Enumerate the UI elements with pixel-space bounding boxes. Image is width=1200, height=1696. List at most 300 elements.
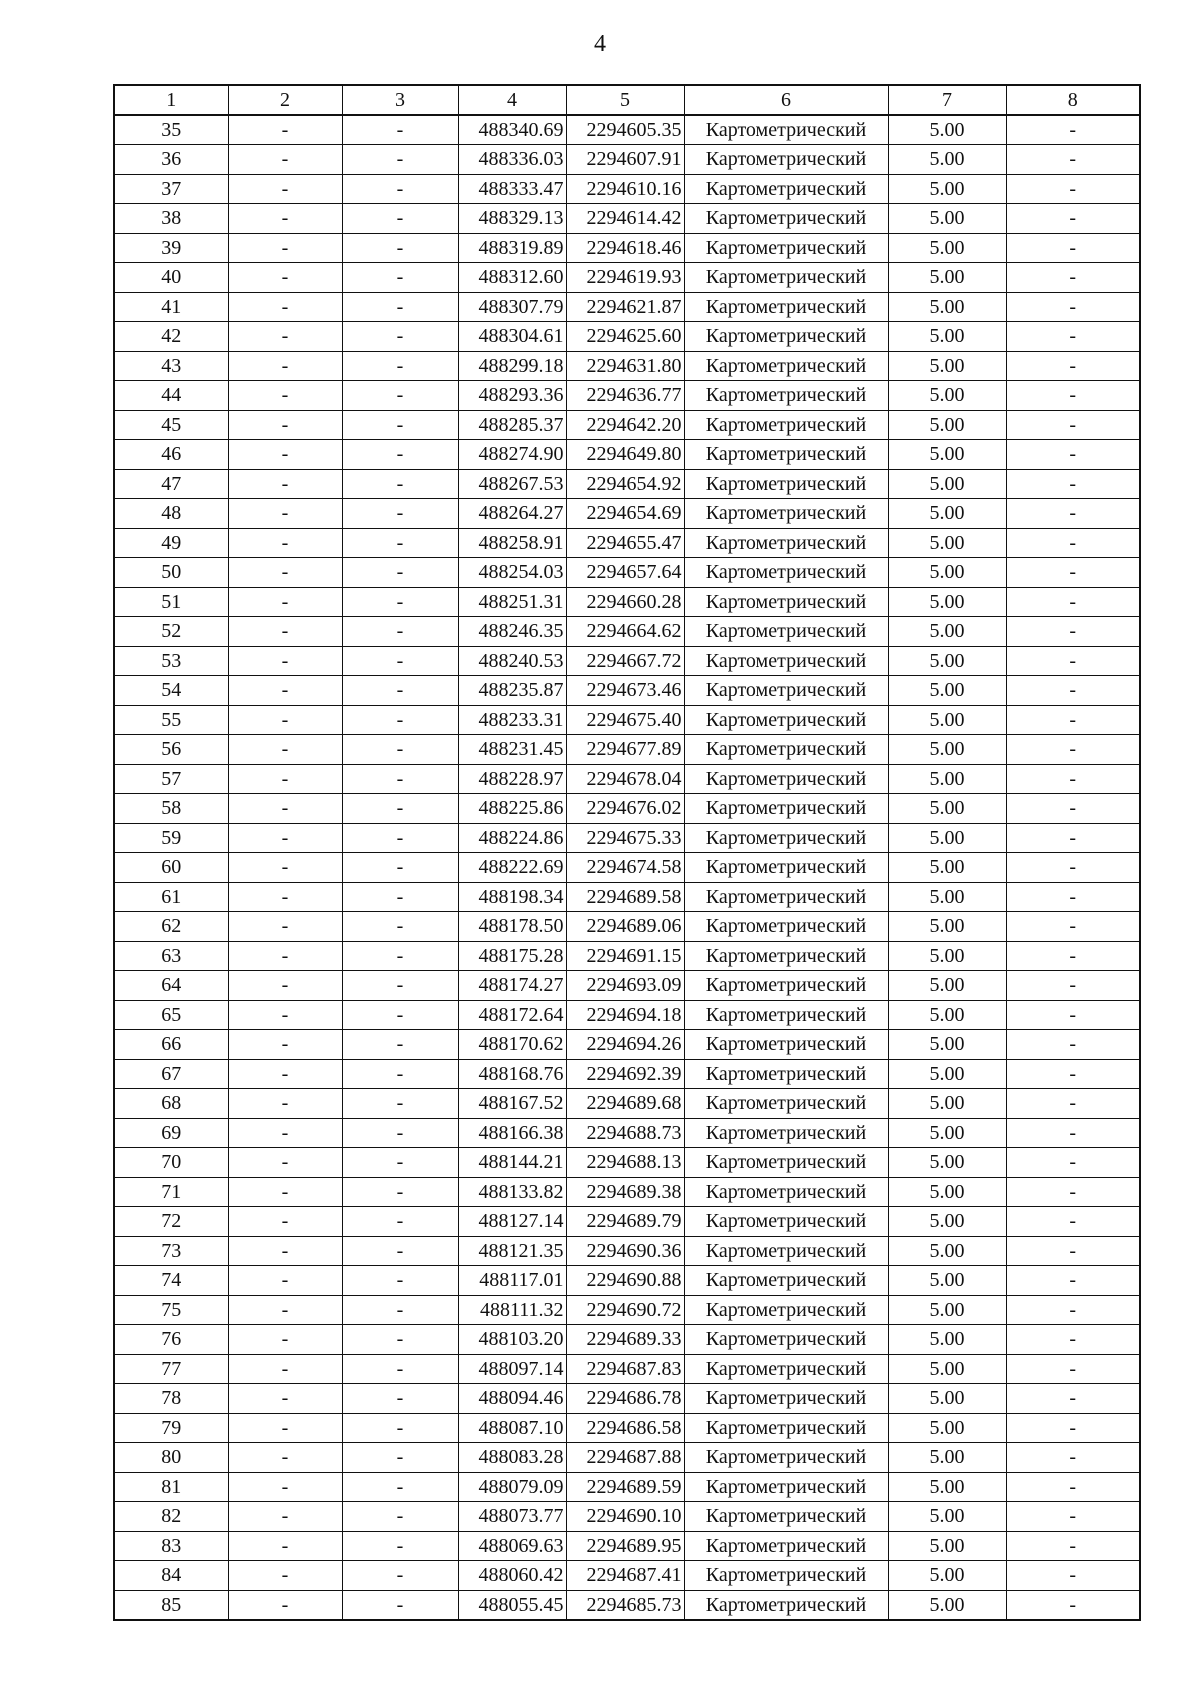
table-row	[114, 1325, 1140, 1355]
column-2-cell: -	[228, 204, 342, 234]
table-row	[114, 263, 1140, 293]
column-8-cell: -	[1006, 410, 1140, 440]
point-number-cell: 54	[114, 676, 228, 706]
column-8-cell: -	[1006, 1531, 1140, 1561]
column-8-cell: -	[1006, 499, 1140, 529]
method-cell: Картометрический	[684, 735, 888, 765]
method-cell: Картометрический	[684, 617, 888, 647]
table-row	[114, 351, 1140, 381]
point-number-cell: 50	[114, 558, 228, 588]
column-2-cell: -	[228, 499, 342, 529]
point-number-cell: 81	[114, 1472, 228, 1502]
column-3-cell: -	[342, 1472, 458, 1502]
point-number-cell: 84	[114, 1561, 228, 1591]
method-cell: Картометрический	[684, 1561, 888, 1591]
column-3-cell: -	[342, 233, 458, 263]
x-coordinate-cell: 488333.47	[458, 174, 566, 204]
column-header: 7	[888, 85, 1006, 115]
table-row	[114, 617, 1140, 647]
column-2-cell: -	[228, 145, 342, 175]
column-8-cell: -	[1006, 1590, 1140, 1620]
x-coordinate-cell: 488117.01	[458, 1266, 566, 1296]
column-2-cell: -	[228, 764, 342, 794]
table-row	[114, 1207, 1140, 1237]
column-header: 8	[1006, 85, 1140, 115]
table-row	[114, 1266, 1140, 1296]
column-2-cell: -	[228, 351, 342, 381]
x-coordinate-cell: 488170.62	[458, 1030, 566, 1060]
x-coordinate-cell: 488069.63	[458, 1531, 566, 1561]
x-coordinate-cell: 488340.69	[458, 115, 566, 145]
column-3-cell: -	[342, 587, 458, 617]
x-coordinate-cell: 488233.31	[458, 705, 566, 735]
x-coordinate-cell: 488319.89	[458, 233, 566, 263]
point-number-cell: 78	[114, 1384, 228, 1414]
point-number-cell: 76	[114, 1325, 228, 1355]
column-2-cell: -	[228, 823, 342, 853]
point-number-cell: 58	[114, 794, 228, 824]
point-number-cell: 46	[114, 440, 228, 470]
column-2-cell: -	[228, 1590, 342, 1620]
column-8-cell: -	[1006, 794, 1140, 824]
x-coordinate-cell: 488168.76	[458, 1059, 566, 1089]
accuracy-cell: 5.00	[888, 1207, 1006, 1237]
table-row	[114, 145, 1140, 175]
x-coordinate-cell: 488167.52	[458, 1089, 566, 1119]
method-cell: Картометрический	[684, 941, 888, 971]
column-2-cell: -	[228, 646, 342, 676]
accuracy-cell: 5.00	[888, 1502, 1006, 1532]
y-coordinate-cell: 2294678.04	[566, 764, 684, 794]
point-number-cell: 45	[114, 410, 228, 440]
method-cell: Картометрический	[684, 410, 888, 440]
method-cell: Картометрический	[684, 381, 888, 411]
y-coordinate-cell: 2294689.58	[566, 882, 684, 912]
x-coordinate-cell: 488246.35	[458, 617, 566, 647]
y-coordinate-cell: 2294654.69	[566, 499, 684, 529]
method-cell: Картометрический	[684, 1413, 888, 1443]
table-row	[114, 735, 1140, 765]
x-coordinate-cell: 488127.14	[458, 1207, 566, 1237]
point-number-cell: 71	[114, 1177, 228, 1207]
y-coordinate-cell: 2294618.46	[566, 233, 684, 263]
method-cell: Картометрический	[684, 1443, 888, 1473]
point-number-cell: 83	[114, 1531, 228, 1561]
y-coordinate-cell: 2294614.42	[566, 204, 684, 234]
y-coordinate-cell: 2294689.38	[566, 1177, 684, 1207]
column-8-cell: -	[1006, 1059, 1140, 1089]
column-2-cell: -	[228, 853, 342, 883]
point-number-cell: 77	[114, 1354, 228, 1384]
column-2-cell: -	[228, 1502, 342, 1532]
column-3-cell: -	[342, 499, 458, 529]
column-2-cell: -	[228, 1443, 342, 1473]
method-cell: Картометрический	[684, 1207, 888, 1237]
method-cell: Картометрический	[684, 676, 888, 706]
y-coordinate-cell: 2294625.60	[566, 322, 684, 352]
column-3-cell: -	[342, 794, 458, 824]
y-coordinate-cell: 2294686.58	[566, 1413, 684, 1443]
point-number-cell: 47	[114, 469, 228, 499]
column-2-cell: -	[228, 1030, 342, 1060]
point-number-cell: 52	[114, 617, 228, 647]
accuracy-cell: 5.00	[888, 469, 1006, 499]
column-3-cell: -	[342, 1354, 458, 1384]
accuracy-cell: 5.00	[888, 941, 1006, 971]
x-coordinate-cell: 488264.27	[458, 499, 566, 529]
column-3-cell: -	[342, 1561, 458, 1591]
y-coordinate-cell: 2294621.87	[566, 292, 684, 322]
point-number-cell: 41	[114, 292, 228, 322]
point-number-cell: 35	[114, 115, 228, 145]
accuracy-cell: 5.00	[888, 440, 1006, 470]
column-2-cell: -	[228, 676, 342, 706]
column-8-cell: -	[1006, 204, 1140, 234]
x-coordinate-cell: 488304.61	[458, 322, 566, 352]
column-8-cell: -	[1006, 735, 1140, 765]
x-coordinate-cell: 488231.45	[458, 735, 566, 765]
accuracy-cell: 5.00	[888, 1089, 1006, 1119]
x-coordinate-cell: 488293.36	[458, 381, 566, 411]
x-coordinate-cell: 488094.46	[458, 1384, 566, 1414]
column-8-cell: -	[1006, 617, 1140, 647]
table-row	[114, 1177, 1140, 1207]
x-coordinate-cell: 488267.53	[458, 469, 566, 499]
column-2-cell: -	[228, 1148, 342, 1178]
method-cell: Картометрический	[684, 145, 888, 175]
column-2-cell: -	[228, 381, 342, 411]
column-3-cell: -	[342, 882, 458, 912]
column-3-cell: -	[342, 469, 458, 499]
x-coordinate-cell: 488274.90	[458, 440, 566, 470]
column-8-cell: -	[1006, 1561, 1140, 1591]
method-cell: Картометрический	[684, 1030, 888, 1060]
method-cell: Картометрический	[684, 882, 888, 912]
table-row	[114, 1354, 1140, 1384]
method-cell: Картометрический	[684, 587, 888, 617]
page-number: 4	[594, 31, 606, 57]
x-coordinate-cell: 488111.32	[458, 1295, 566, 1325]
y-coordinate-cell: 2294676.02	[566, 794, 684, 824]
point-number-cell: 73	[114, 1236, 228, 1266]
x-coordinate-cell: 488235.87	[458, 676, 566, 706]
column-8-cell: -	[1006, 853, 1140, 883]
point-number-cell: 39	[114, 233, 228, 263]
y-coordinate-cell: 2294694.26	[566, 1030, 684, 1060]
accuracy-cell: 5.00	[888, 558, 1006, 588]
coordinates-table	[113, 84, 1141, 1621]
table-row	[114, 1590, 1140, 1620]
x-coordinate-cell: 488133.82	[458, 1177, 566, 1207]
point-number-cell: 44	[114, 381, 228, 411]
column-8-cell: -	[1006, 676, 1140, 706]
y-coordinate-cell: 2294685.73	[566, 1590, 684, 1620]
table-row	[114, 971, 1140, 1001]
column-8-cell: -	[1006, 1030, 1140, 1060]
column-3-cell: -	[342, 646, 458, 676]
column-3-cell: -	[342, 1089, 458, 1119]
x-coordinate-cell: 488097.14	[458, 1354, 566, 1384]
method-cell: Картометрический	[684, 1502, 888, 1532]
x-coordinate-cell: 488299.18	[458, 351, 566, 381]
method-cell: Картометрический	[684, 1325, 888, 1355]
column-8-cell: -	[1006, 1148, 1140, 1178]
x-coordinate-cell: 488240.53	[458, 646, 566, 676]
x-coordinate-cell: 488087.10	[458, 1413, 566, 1443]
column-2-cell: -	[228, 941, 342, 971]
point-number-cell: 59	[114, 823, 228, 853]
table-row	[114, 1531, 1140, 1561]
column-8-cell: -	[1006, 1354, 1140, 1384]
table-row	[114, 204, 1140, 234]
x-coordinate-cell: 488073.77	[458, 1502, 566, 1532]
column-3-cell: -	[342, 1502, 458, 1532]
column-2-cell: -	[228, 971, 342, 1001]
column-3-cell: -	[342, 145, 458, 175]
accuracy-cell: 5.00	[888, 1384, 1006, 1414]
table-row	[114, 1295, 1140, 1325]
column-8-cell: -	[1006, 351, 1140, 381]
accuracy-cell: 5.00	[888, 912, 1006, 942]
column-header: 1	[114, 85, 228, 115]
point-number-cell: 66	[114, 1030, 228, 1060]
accuracy-cell: 5.00	[888, 1236, 1006, 1266]
y-coordinate-cell: 2294686.78	[566, 1384, 684, 1414]
column-8-cell: -	[1006, 1118, 1140, 1148]
method-cell: Картометрический	[684, 499, 888, 529]
column-header: 3	[342, 85, 458, 115]
method-cell: Картометрический	[684, 912, 888, 942]
point-number-cell: 61	[114, 882, 228, 912]
method-cell: Картометрический	[684, 1590, 888, 1620]
table-row	[114, 558, 1140, 588]
point-number-cell: 70	[114, 1148, 228, 1178]
y-coordinate-cell: 2294654.92	[566, 469, 684, 499]
column-2-cell: -	[228, 528, 342, 558]
table-header-row	[114, 85, 1140, 115]
accuracy-cell: 5.00	[888, 1000, 1006, 1030]
y-coordinate-cell: 2294655.47	[566, 528, 684, 558]
accuracy-cell: 5.00	[888, 1266, 1006, 1296]
y-coordinate-cell: 2294690.88	[566, 1266, 684, 1296]
method-cell: Картометрический	[684, 853, 888, 883]
method-cell: Картометрический	[684, 646, 888, 676]
accuracy-cell: 5.00	[888, 351, 1006, 381]
x-coordinate-cell: 488222.69	[458, 853, 566, 883]
column-header: 2	[228, 85, 342, 115]
method-cell: Картометрический	[684, 823, 888, 853]
method-cell: Картометрический	[684, 971, 888, 1001]
accuracy-cell: 5.00	[888, 617, 1006, 647]
column-8-cell: -	[1006, 1384, 1140, 1414]
column-3-cell: -	[342, 1030, 458, 1060]
column-8-cell: -	[1006, 1000, 1140, 1030]
method-cell: Картометрический	[684, 558, 888, 588]
accuracy-cell: 5.00	[888, 1177, 1006, 1207]
method-cell: Картометрический	[684, 292, 888, 322]
method-cell: Картометрический	[684, 1236, 888, 1266]
point-number-cell: 36	[114, 145, 228, 175]
column-2-cell: -	[228, 882, 342, 912]
method-cell: Картометрический	[684, 1089, 888, 1119]
column-8-cell: -	[1006, 469, 1140, 499]
column-2-cell: -	[228, 1089, 342, 1119]
point-number-cell: 37	[114, 174, 228, 204]
column-8-cell: -	[1006, 823, 1140, 853]
y-coordinate-cell: 2294631.80	[566, 351, 684, 381]
column-8-cell: -	[1006, 1295, 1140, 1325]
x-coordinate-cell: 488079.09	[458, 1472, 566, 1502]
y-coordinate-cell: 2294688.73	[566, 1118, 684, 1148]
y-coordinate-cell: 2294694.18	[566, 1000, 684, 1030]
y-coordinate-cell: 2294692.39	[566, 1059, 684, 1089]
y-coordinate-cell: 2294636.77	[566, 381, 684, 411]
x-coordinate-cell: 488224.86	[458, 823, 566, 853]
column-2-cell: -	[228, 1354, 342, 1384]
method-cell: Картометрический	[684, 1531, 888, 1561]
column-8-cell: -	[1006, 941, 1140, 971]
y-coordinate-cell: 2294693.09	[566, 971, 684, 1001]
method-cell: Картометрический	[684, 1148, 888, 1178]
method-cell: Картометрический	[684, 764, 888, 794]
point-number-cell: 80	[114, 1443, 228, 1473]
x-coordinate-cell: 488307.79	[458, 292, 566, 322]
accuracy-cell: 5.00	[888, 528, 1006, 558]
accuracy-cell: 5.00	[888, 263, 1006, 293]
column-8-cell: -	[1006, 263, 1140, 293]
table-row	[114, 1472, 1140, 1502]
table-row	[114, 1118, 1140, 1148]
column-3-cell: -	[342, 1413, 458, 1443]
column-2-cell: -	[228, 322, 342, 352]
method-cell: Картометрический	[684, 794, 888, 824]
column-3-cell: -	[342, 617, 458, 647]
accuracy-cell: 5.00	[888, 322, 1006, 352]
column-8-cell: -	[1006, 646, 1140, 676]
column-8-cell: -	[1006, 1177, 1140, 1207]
column-header: 4	[458, 85, 566, 115]
table-row	[114, 1030, 1140, 1060]
column-3-cell: -	[342, 941, 458, 971]
y-coordinate-cell: 2294673.46	[566, 676, 684, 706]
table-row	[114, 1148, 1140, 1178]
column-8-cell: -	[1006, 1089, 1140, 1119]
column-8-cell: -	[1006, 440, 1140, 470]
column-2-cell: -	[228, 469, 342, 499]
column-8-cell: -	[1006, 1325, 1140, 1355]
y-coordinate-cell: 2294675.40	[566, 705, 684, 735]
accuracy-cell: 5.00	[888, 1295, 1006, 1325]
column-2-cell: -	[228, 292, 342, 322]
accuracy-cell: 5.00	[888, 410, 1006, 440]
y-coordinate-cell: 2294689.79	[566, 1207, 684, 1237]
column-3-cell: -	[342, 853, 458, 883]
column-2-cell: -	[228, 174, 342, 204]
point-number-cell: 85	[114, 1590, 228, 1620]
column-3-cell: -	[342, 1000, 458, 1030]
column-3-cell: -	[342, 322, 458, 352]
table-row	[114, 646, 1140, 676]
column-8-cell: -	[1006, 145, 1140, 175]
column-2-cell: -	[228, 233, 342, 263]
accuracy-cell: 5.00	[888, 1590, 1006, 1620]
y-coordinate-cell: 2294689.06	[566, 912, 684, 942]
table-row	[114, 1413, 1140, 1443]
y-coordinate-cell: 2294691.15	[566, 941, 684, 971]
table-row	[114, 794, 1140, 824]
method-cell: Картометрический	[684, 351, 888, 381]
column-8-cell: -	[1006, 528, 1140, 558]
column-3-cell: -	[342, 381, 458, 411]
column-3-cell: -	[342, 558, 458, 588]
column-3-cell: -	[342, 971, 458, 1001]
table-row	[114, 292, 1140, 322]
x-coordinate-cell: 488228.97	[458, 764, 566, 794]
x-coordinate-cell: 488172.64	[458, 1000, 566, 1030]
accuracy-cell: 5.00	[888, 381, 1006, 411]
accuracy-cell: 5.00	[888, 853, 1006, 883]
point-number-cell: 43	[114, 351, 228, 381]
point-number-cell: 40	[114, 263, 228, 293]
column-3-cell: -	[342, 528, 458, 558]
column-3-cell: -	[342, 115, 458, 145]
column-3-cell: -	[342, 1531, 458, 1561]
column-8-cell: -	[1006, 1413, 1140, 1443]
column-8-cell: -	[1006, 587, 1140, 617]
point-number-cell: 63	[114, 941, 228, 971]
y-coordinate-cell: 2294664.62	[566, 617, 684, 647]
table-row	[114, 322, 1140, 352]
table-row	[114, 440, 1140, 470]
accuracy-cell: 5.00	[888, 1148, 1006, 1178]
column-2-cell: -	[228, 263, 342, 293]
method-cell: Картометрический	[684, 1295, 888, 1325]
point-number-cell: 56	[114, 735, 228, 765]
y-coordinate-cell: 2294688.13	[566, 1148, 684, 1178]
column-2-cell: -	[228, 1236, 342, 1266]
column-3-cell: -	[342, 263, 458, 293]
table-row	[114, 115, 1140, 145]
table-row	[114, 941, 1140, 971]
column-2-cell: -	[228, 794, 342, 824]
accuracy-cell: 5.00	[888, 764, 1006, 794]
column-8-cell: -	[1006, 115, 1140, 145]
y-coordinate-cell: 2294642.20	[566, 410, 684, 440]
method-cell: Картометрический	[684, 233, 888, 263]
table-row	[114, 912, 1140, 942]
accuracy-cell: 5.00	[888, 174, 1006, 204]
accuracy-cell: 5.00	[888, 705, 1006, 735]
table-body	[114, 115, 1140, 1620]
column-3-cell: -	[342, 1590, 458, 1620]
accuracy-cell: 5.00	[888, 1354, 1006, 1384]
column-8-cell: -	[1006, 381, 1140, 411]
point-number-cell: 65	[114, 1000, 228, 1030]
column-8-cell: -	[1006, 882, 1140, 912]
column-3-cell: -	[342, 410, 458, 440]
column-8-cell: -	[1006, 971, 1140, 1001]
column-2-cell: -	[228, 912, 342, 942]
column-3-cell: -	[342, 1384, 458, 1414]
point-number-cell: 60	[114, 853, 228, 883]
table-row	[114, 823, 1140, 853]
column-8-cell: -	[1006, 1236, 1140, 1266]
table-row	[114, 1502, 1140, 1532]
table-row	[114, 528, 1140, 558]
column-3-cell: -	[342, 174, 458, 204]
x-coordinate-cell: 488055.45	[458, 1590, 566, 1620]
x-coordinate-cell: 488285.37	[458, 410, 566, 440]
